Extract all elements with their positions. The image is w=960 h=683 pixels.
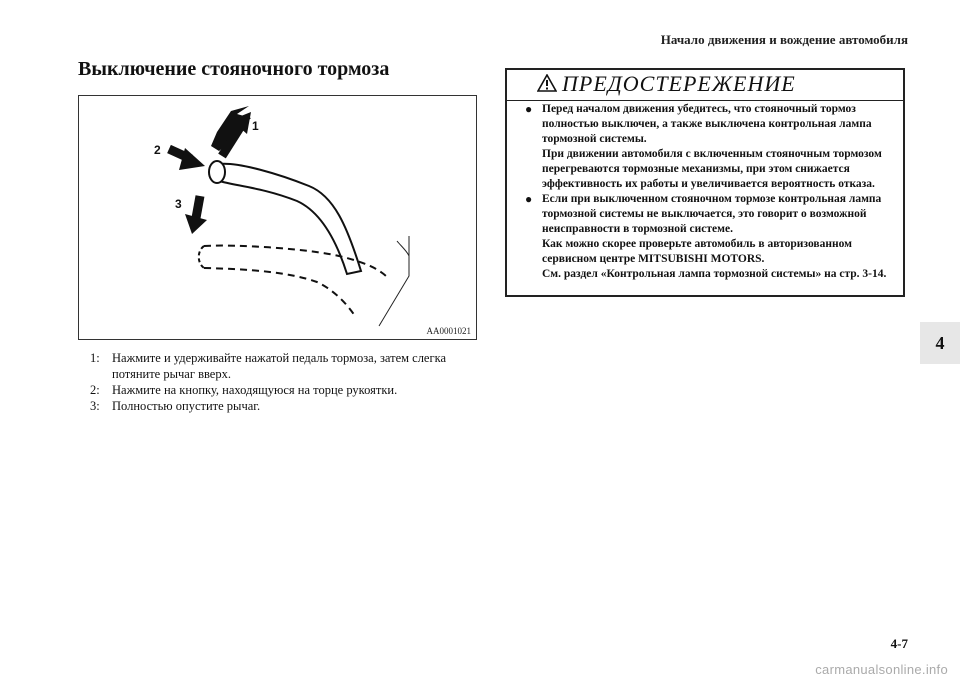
step-text: Нажмите на кнопку, находящуюся на торце рукоятки. bbox=[112, 383, 398, 397]
list-item bbox=[90, 350, 475, 382]
steps-list bbox=[90, 350, 475, 414]
arrow-3-icon bbox=[185, 196, 207, 234]
figure-label-3: 3 bbox=[175, 197, 182, 211]
warning-text: См. раздел «Контрольная лампа тормозной системы» на стр. 3-14. bbox=[542, 268, 887, 280]
section-title: Выключение стояночного тормоза bbox=[78, 58, 390, 80]
bullet-icon: ● bbox=[525, 102, 533, 116]
list-item bbox=[90, 382, 475, 398]
warning-body bbox=[507, 101, 903, 282]
lever-lowered-outline bbox=[199, 246, 386, 316]
chapter-tab: 4 bbox=[920, 322, 960, 364]
warning-text: Если при выключенном стояночном тормозе контрольная лампа тормозной системы не выключается, это говорит о возможной неисправности в тормозной системе. bbox=[542, 193, 882, 235]
warning-text: Перед началом движения убедитесь, что стояночный тормоз полностью выключен, а также выключена контрольная лампа тормозной системы. bbox=[542, 103, 872, 145]
step-number: 1: bbox=[90, 351, 100, 365]
figure-label-2: 2 bbox=[154, 143, 161, 157]
warning-item bbox=[525, 102, 895, 147]
page-number: 4-7 bbox=[890, 636, 908, 651]
arrow-1-icon bbox=[211, 106, 251, 156]
warning-title: ПРЕДОСТЕРЕЖЕНИЕ bbox=[562, 71, 796, 96]
figure-code: AA0001021 bbox=[426, 326, 471, 336]
watermark: carmanualsonline.info bbox=[815, 662, 948, 677]
warning-text: Как можно скорее проверьте автомобиль в авторизованном сервисном центре MITSUBISHI MOTORS. bbox=[542, 238, 852, 265]
lever-handle bbox=[209, 161, 361, 274]
warning-triangle-icon bbox=[537, 74, 557, 92]
parking-brake-figure bbox=[78, 95, 477, 340]
warning-item bbox=[525, 192, 895, 237]
arrow-2-icon bbox=[169, 148, 205, 170]
running-header: Начало движения и вождение автомобиля bbox=[660, 32, 908, 47]
warning-header bbox=[507, 70, 903, 101]
list-item bbox=[90, 398, 475, 414]
step-number: 2: bbox=[90, 383, 100, 397]
figure-label-1: 1 bbox=[252, 119, 259, 133]
parking-brake-illustration bbox=[79, 96, 477, 340]
step-text: Нажмите и удерживайте нажатой педаль тормоза, затем слегка потяните рычаг вверх. bbox=[112, 351, 447, 381]
step-text: Полностью опустите рычаг. bbox=[112, 399, 261, 413]
warning-box bbox=[505, 68, 905, 297]
warning-text: При движении автомобиля с включенным стояночным тормозом перегреваются тормозные механизмы, при этом снижается эффективность их работы и увеличивается вероятность отказа. bbox=[542, 148, 882, 190]
bullet-icon: ● bbox=[525, 192, 533, 206]
step-number: 3: bbox=[90, 399, 100, 413]
